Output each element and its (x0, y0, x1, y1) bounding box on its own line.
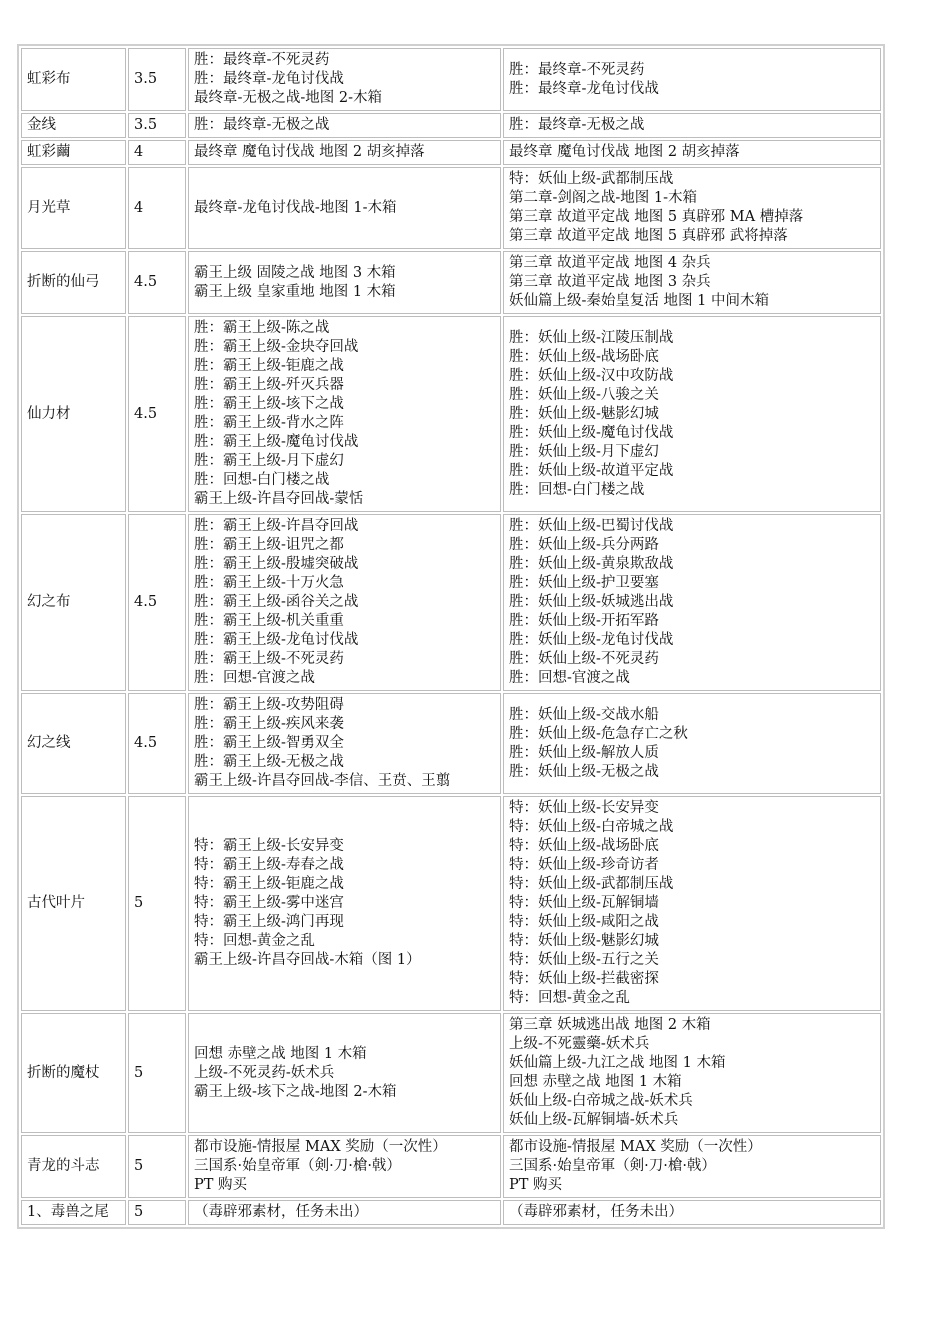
source-line: 胜：最终章-不死灵药 (509, 61, 645, 78)
material-rank-cell: 5 (128, 1200, 186, 1225)
material-rank-cell: 5 (128, 796, 186, 1011)
source-line: 胜：妖仙上级-危急存亡之秋 (509, 725, 688, 742)
source-line: 最终章 魔龟讨伐战 地图 2 胡亥掉落 (509, 144, 740, 160)
source-line: 胜：霸王上级-月下虚幻 (194, 453, 344, 469)
source-list-cell-b (503, 167, 881, 249)
source-line: 胜：霸王上级-殷墟突破战 (194, 556, 359, 572)
source-list-cell-b (503, 796, 881, 1011)
source-line: 第三章 故道平定战 地图 5 真辟邪 MA 槽掉落 (509, 209, 804, 225)
source-line: 胜：最终章-不死灵药 (194, 52, 330, 68)
source-line: 胜：妖仙上级-兵分两路 (509, 537, 659, 553)
source-line: PT 购买 (509, 1177, 563, 1193)
source-line: PT 购买 (194, 1177, 248, 1193)
table-row (21, 140, 881, 165)
source-line: 胜：妖仙上级-开拓军路 (509, 613, 659, 629)
source-line: 上级-不死灵药-妖术兵 (194, 1064, 335, 1081)
source-list-cell-b (503, 48, 881, 111)
material-rank-cell: 3.5 (128, 48, 186, 111)
source-line: 第三章 故道平定战 地图 5 真辟邪 武将掉落 (509, 228, 788, 244)
source-line: 胜：妖仙上级-魅影幻城 (509, 405, 659, 422)
source-line: 妖仙上级-白帝城之战-妖术兵 (509, 1093, 693, 1109)
source-line: 三国系·始皇帝軍（剣·刀·槍·戟） (194, 1158, 401, 1174)
material-rank-cell: 4 (128, 167, 186, 249)
source-line: 胜：霸王上级-机关重重 (194, 613, 344, 629)
material-name-cell: 月光草 (21, 167, 126, 249)
source-line: 胜：霸王上级-十万火急 (194, 575, 344, 591)
source-line: 特：霸王上级-长安异变 (194, 838, 344, 854)
source-line: 第三章 故道平定战 地图 3 杂兵 (509, 274, 711, 290)
table-row (21, 1135, 881, 1198)
source-line: 胜：妖仙上级-黄泉欺敌战 (509, 556, 674, 572)
source-list-cell-a (188, 113, 501, 138)
source-line: 第二章-剑阁之战-地图 1-木箱 (509, 190, 698, 206)
source-line: 胜：霸王上级-背水之阵 (194, 415, 344, 431)
source-list-cell-b (503, 140, 881, 165)
source-line: 特：妖仙上级-武都制压战 (509, 171, 674, 187)
material-rank-cell: 5 (128, 1013, 186, 1133)
source-list-cell-b (503, 113, 881, 138)
source-line: 胜：霸王上级-函谷关之战 (194, 594, 359, 610)
source-line: 胜：霸王上级-诅咒之都 (194, 537, 344, 553)
table-row (21, 48, 881, 111)
source-line: 回想 赤壁之战 地图 1 木箱 (509, 1074, 682, 1090)
source-line: 特：霸王上级-鸿门再现 (194, 914, 344, 930)
material-name-cell: 虹彩布 (21, 48, 126, 111)
source-line: 最终章 魔龟讨伐战 地图 2 胡亥掉落 (194, 144, 425, 160)
source-line: 霸王上级 固陵之战 地图 3 木箱 (194, 264, 396, 281)
source-line: 胜：最终章-无极之战 (194, 117, 330, 133)
material-name-cell: 折断的仙弓 (21, 251, 126, 314)
material-rank-cell: 4.5 (128, 514, 186, 691)
source-line: 最终章-无极之战-地图 2-木箱 (194, 90, 383, 106)
table-row (21, 514, 881, 691)
material-rank-cell: 4.5 (128, 251, 186, 314)
source-list-cell-a (188, 1135, 501, 1198)
source-list-cell-b (503, 1135, 881, 1198)
source-line: 胜：霸王上级-无极之战 (194, 754, 344, 770)
source-line: 胜：霸王上级-攻势阻碍 (194, 697, 344, 713)
source-line: 妖仙上级-瓦解铜墙-妖术兵 (509, 1112, 679, 1128)
material-name-cell: 幻之线 (21, 693, 126, 794)
source-list-cell-a (188, 316, 501, 512)
source-line: 胜：霸王上级-许昌夺回战 (194, 518, 359, 534)
source-list-cell-a (188, 1200, 501, 1225)
source-list-cell-b (503, 1200, 881, 1225)
source-line: 特：回想-黄金之乱 (509, 990, 630, 1006)
material-name-cell: 金线 (21, 113, 126, 138)
source-line: 胜：妖仙上级-交战水船 (509, 706, 659, 723)
source-line: 第三章 妖城逃出战 地图 2 木箱 (509, 1017, 711, 1033)
source-line: 胜：回想-白门楼之战 (194, 472, 330, 488)
source-line: 胜：霸王上级-龙龟讨伐战 (194, 632, 359, 648)
source-list-cell-b (503, 251, 881, 314)
table-row (21, 251, 881, 314)
source-line: 胜：妖仙上级-巴蜀讨伐战 (509, 518, 674, 534)
source-line: 特：霸王上级-雾中迷宫 (194, 895, 344, 911)
source-line: 特：霸王上级-寿春之战 (194, 857, 344, 873)
source-line: 胜：最终章-龙龟讨伐战 (194, 71, 344, 87)
source-line: 胜：回想-官渡之战 (194, 670, 315, 686)
source-line: 胜：霸王上级-不死灵药 (194, 651, 344, 667)
material-rank-cell: 3.5 (128, 113, 186, 138)
material-rank-cell: 4.5 (128, 316, 186, 512)
source-line: 第三章 故道平定战 地图 4 杂兵 (509, 255, 711, 271)
source-line: 三国系·始皇帝軍（剣·刀·槍·戟） (509, 1158, 716, 1174)
table-row (21, 316, 881, 512)
source-list-cell-a (188, 693, 501, 794)
source-list-cell-a (188, 1013, 501, 1133)
source-line: 特：妖仙上级-五行之关 (509, 952, 659, 968)
source-list-cell-a (188, 140, 501, 165)
source-line: 胜：霸王上级-疾风来袭 (194, 716, 344, 732)
source-line: 最终章-龙龟讨伐战-地图 1-木箱 (194, 199, 397, 216)
source-line: 胜：妖仙上级-龙龟讨伐战 (509, 632, 674, 648)
source-line: 胜：霸王上级-钜鹿之战 (194, 358, 344, 374)
source-line: 胜：回想-官渡之战 (509, 670, 630, 686)
source-line: 胜：妖仙上级-故道平定战 (509, 462, 674, 479)
material-name-cell: 1、毒兽之尾 (21, 1200, 126, 1225)
material-rank-cell: 4.5 (128, 693, 186, 794)
table-row (21, 1200, 881, 1225)
source-list-cell-b (503, 514, 881, 691)
source-line: 胜：妖仙上级-无极之战 (509, 763, 659, 780)
material-rank-cell: 4 (128, 140, 186, 165)
source-line: 胜：最终章-龙龟讨伐战 (509, 80, 659, 97)
material-rank-cell: 5 (128, 1135, 186, 1198)
source-list-cell-b (503, 1013, 881, 1133)
source-line: 胜：妖仙上级-解放人质 (509, 744, 659, 761)
materials-table-body (21, 48, 881, 1225)
table-row (21, 693, 881, 794)
source-line: 都市设施-情报屋 MAX 奖励（一次性） (509, 1139, 762, 1155)
source-list-cell-a (188, 251, 501, 314)
source-line: 都市设施-情报屋 MAX 奖励（一次性） (194, 1139, 447, 1155)
material-name-cell: 仙力材 (21, 316, 126, 512)
source-line: 特：妖仙上级-长安异变 (509, 800, 659, 816)
source-list-cell-a (188, 514, 501, 691)
source-line: 胜：妖仙上级-汉中攻防战 (509, 367, 674, 384)
source-line: 特：妖仙上级-咸阳之战 (509, 914, 659, 930)
table-row (21, 113, 881, 138)
source-list-cell-a (188, 796, 501, 1011)
source-line: （毒辟邪素材，任务未出） (194, 1204, 368, 1220)
source-list-cell-b (503, 316, 881, 512)
source-line: 胜：妖仙上级-江陵压制战 (509, 329, 674, 346)
table-row (21, 167, 881, 249)
source-line: 特：妖仙上级-武都制压战 (509, 876, 674, 892)
source-line: 霸王上级-垓下之战-地图 2-木箱 (194, 1083, 397, 1100)
material-name-cell: 幻之布 (21, 514, 126, 691)
source-line: 胜：霸王上级-智勇双全 (194, 735, 344, 751)
table-row (21, 1013, 881, 1133)
material-name-cell: 折断的魔杖 (21, 1013, 126, 1133)
source-line: 胜：妖仙上级-不死灵药 (509, 651, 659, 667)
source-line: （毒辟邪素材，任务未出） (509, 1204, 683, 1220)
source-line: 胜：霸王上级-垓下之战 (194, 396, 344, 412)
table-row (21, 796, 881, 1011)
material-name-cell: 虹彩繭 (21, 140, 126, 165)
source-line: 胜：霸王上级-金块夺回战 (194, 339, 359, 355)
source-line: 特：回想-黄金之乱 (194, 933, 315, 949)
source-line: 妖仙篇上级-九江之战 地图 1 木箱 (509, 1055, 726, 1071)
source-line: 特：妖仙上级-珍奇访者 (509, 857, 659, 873)
source-line: 特：妖仙上级-瓦解铜墙 (509, 895, 659, 911)
materials-table (17, 44, 885, 1229)
source-line: 回想 赤壁之战 地图 1 木箱 (194, 1045, 367, 1062)
source-line: 胜：妖仙上级-护卫要塞 (509, 575, 659, 591)
source-line: 胜：回想-白门楼之战 (509, 481, 645, 498)
source-line: 胜：妖仙上级-魔龟讨伐战 (509, 424, 674, 441)
source-line: 特：妖仙上级-魅影幻城 (509, 933, 659, 949)
material-name-cell: 青龙的斗志 (21, 1135, 126, 1198)
source-line: 胜：妖仙上级-月下虚幻 (509, 443, 659, 460)
source-line: 妖仙篇上级-秦始皇复活 地图 1 中间木箱 (509, 293, 769, 309)
source-line: 上级-不死靈藥-妖术兵 (509, 1036, 650, 1052)
source-line: 霸王上级-许昌夺回战-李信、王贲、王翦 (194, 773, 451, 789)
source-list-cell-a (188, 48, 501, 111)
source-line: 特：霸王上级-钜鹿之战 (194, 876, 344, 892)
source-list-cell-b (503, 693, 881, 794)
source-line: 胜：最终章-无极之战 (509, 117, 645, 133)
source-line: 胜：妖仙上级-八骏之关 (509, 386, 659, 403)
source-line: 胜：霸王上级-魔龟讨伐战 (194, 434, 359, 450)
source-list-cell-a (188, 167, 501, 249)
source-line: 胜：霸王上级-陈之战 (194, 320, 330, 336)
source-line: 胜：霸王上级-歼灭兵器 (194, 377, 344, 393)
source-line: 霸王上级-许昌夺回战-木箱（图 1） (194, 952, 421, 968)
source-line: 胜：妖仙上级-妖城逃出战 (509, 594, 674, 610)
source-line: 霸王上级-许昌夺回战-蒙恬 (194, 491, 364, 507)
material-name-cell: 古代叶片 (21, 796, 126, 1011)
source-line: 霸王上级 皇家重地 地图 1 木箱 (194, 283, 396, 300)
source-line: 特：妖仙上级-战场卧底 (509, 838, 659, 854)
source-line: 特：妖仙上级-白帝城之战 (509, 819, 674, 835)
source-line: 胜：妖仙上级-战场卧底 (509, 348, 659, 365)
source-line: 特：妖仙上级-拦截密探 (509, 971, 659, 987)
